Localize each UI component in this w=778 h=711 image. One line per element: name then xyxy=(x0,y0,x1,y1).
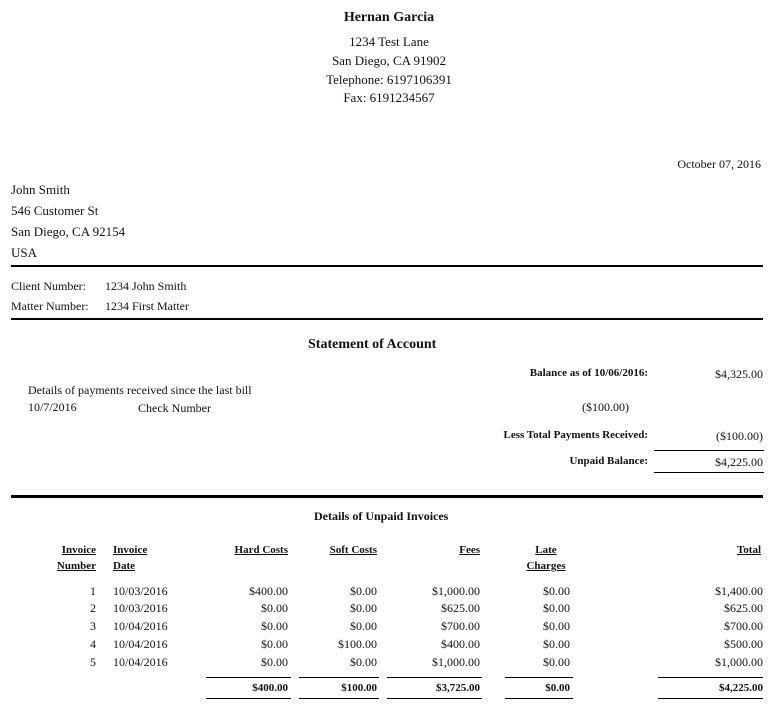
less-payments-label: Less Total Payments Received: xyxy=(503,429,648,441)
invoices-title: Details of Unpaid Invoices xyxy=(314,509,449,523)
total: $1,400.00 xyxy=(715,584,763,598)
firm-name: Hernan Garcia xyxy=(343,10,435,25)
total: $500.00 xyxy=(724,637,763,651)
header-text: Invoice xyxy=(61,544,96,556)
invoice-number: 3 xyxy=(90,619,96,633)
fees: $700.00 xyxy=(441,619,480,633)
invoice-date: 10/03/2016 xyxy=(113,584,168,598)
divider xyxy=(387,698,482,699)
hard-costs: $0.00 xyxy=(261,619,288,633)
total: $1,000.00 xyxy=(715,655,763,669)
divider xyxy=(11,265,763,267)
client-number-label: Client Number: xyxy=(11,279,86,293)
payments-header: Details of payments received since the last bill xyxy=(28,383,252,397)
matter-number-value: 1234 First Matter xyxy=(105,299,189,313)
divider xyxy=(505,698,573,699)
col-header-fees: Fees xyxy=(459,544,480,556)
divider xyxy=(11,495,763,498)
grand-total: $4,225.00 xyxy=(719,682,763,694)
hard-costs: $0.00 xyxy=(261,655,288,669)
balance-label: Balance as of 10/06/2016: xyxy=(529,367,648,379)
fees: $625.00 xyxy=(441,601,480,615)
invoice-number: 4 xyxy=(90,637,96,651)
matter-number-label: Matter Number: xyxy=(11,299,89,313)
col-header-invoice-date xyxy=(113,542,147,574)
late-charges: $0.00 xyxy=(543,637,570,651)
divider xyxy=(505,677,573,678)
divider xyxy=(11,318,763,320)
statement-title: Statement of Account xyxy=(308,337,437,352)
divider xyxy=(658,698,763,699)
client-number-value: 1234 John Smith xyxy=(105,279,187,293)
col-header-late-charges xyxy=(522,542,570,574)
invoice-date: 10/04/2016 xyxy=(113,655,168,669)
client-country: USA xyxy=(11,245,38,260)
header-text: Date xyxy=(113,560,135,572)
client-address-line-1: 546 Customer St xyxy=(11,203,99,218)
total-soft-costs: $100.00 xyxy=(341,682,377,694)
header-text: Charges xyxy=(526,560,566,572)
col-header-hard-costs: Hard Costs xyxy=(234,544,288,556)
payment-date: 10/7/2016 xyxy=(28,400,77,414)
divider xyxy=(654,472,764,473)
less-payments-value: ($100.00) xyxy=(716,429,763,443)
firm-telephone: Telephone: 6197106391 xyxy=(326,72,452,87)
header-text: Invoice xyxy=(113,544,148,556)
soft-costs: $100.00 xyxy=(338,637,377,651)
divider xyxy=(387,677,482,678)
soft-costs: $0.00 xyxy=(350,655,377,669)
total-hard-costs: $400.00 xyxy=(252,682,288,694)
client-address-line-2: San Diego, CA 92154 xyxy=(11,224,126,239)
total-late-charges: $0.00 xyxy=(545,682,570,694)
statement-date: October 07, 2016 xyxy=(677,157,761,171)
soft-costs: $0.00 xyxy=(350,584,377,598)
late-charges: $0.00 xyxy=(543,601,570,615)
unpaid-balance-value: $4,225.00 xyxy=(715,455,763,469)
hard-costs: $0.00 xyxy=(261,637,288,651)
invoice-date: 10/04/2016 xyxy=(113,637,168,651)
col-header-invoice-number xyxy=(57,542,96,574)
unpaid-balance-label: Unpaid Balance: xyxy=(569,455,648,467)
col-header-total: Total xyxy=(736,544,761,556)
firm-address-line-1: 1234 Test Lane xyxy=(349,34,429,49)
late-charges: $0.00 xyxy=(543,655,570,669)
invoice-number: 5 xyxy=(90,655,96,669)
payment-method: Check Number xyxy=(138,401,211,415)
invoice-number: 2 xyxy=(90,601,96,615)
payment-amount: ($100.00) xyxy=(582,400,629,414)
divider xyxy=(206,677,291,678)
divider xyxy=(658,677,763,678)
client-name: John Smith xyxy=(11,182,70,197)
total-fees: $3,725.00 xyxy=(436,682,480,694)
invoice-date: 10/03/2016 xyxy=(113,601,168,615)
balance-value: $4,325.00 xyxy=(715,367,763,381)
soft-costs: $0.00 xyxy=(350,619,377,633)
firm-fax: Fax: 6191234567 xyxy=(343,90,435,105)
firm-address-line-2: San Diego, CA 91902 xyxy=(331,53,447,68)
header-text: Number xyxy=(56,560,96,572)
hard-costs: $0.00 xyxy=(261,601,288,615)
total: $625.00 xyxy=(724,601,763,615)
divider xyxy=(299,698,379,699)
soft-costs: $0.00 xyxy=(350,601,377,615)
header-text: Late xyxy=(535,544,557,556)
fees: $1,000.00 xyxy=(432,584,480,598)
total: $700.00 xyxy=(724,619,763,633)
late-charges: $0.00 xyxy=(543,619,570,633)
invoice-date: 10/04/2016 xyxy=(113,619,168,633)
invoice-number: 1 xyxy=(90,584,96,598)
divider xyxy=(299,677,379,678)
hard-costs: $400.00 xyxy=(249,584,288,598)
divider xyxy=(654,450,764,451)
fees: $400.00 xyxy=(441,637,480,651)
late-charges: $0.00 xyxy=(543,584,570,598)
divider xyxy=(206,698,291,699)
col-header-soft-costs: Soft Costs xyxy=(329,544,377,556)
fees: $1,000.00 xyxy=(432,655,480,669)
